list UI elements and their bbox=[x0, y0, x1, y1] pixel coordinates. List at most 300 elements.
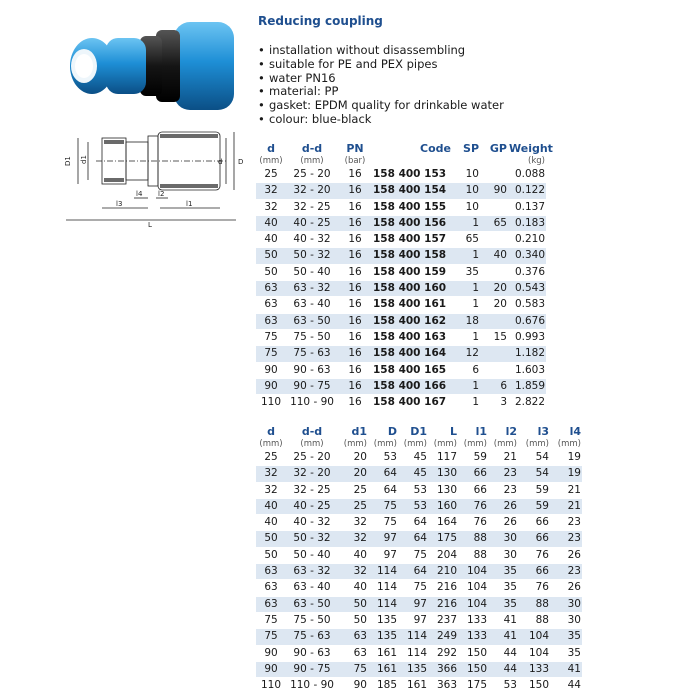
column-unit: (mm) bbox=[343, 439, 367, 449]
table-cell: 32 bbox=[256, 183, 286, 199]
table-cell: 90 bbox=[256, 378, 286, 394]
table-cell: 16 bbox=[338, 346, 372, 362]
column-unit: (mm) bbox=[525, 439, 549, 449]
column-unit bbox=[480, 156, 508, 167]
column-header: l4 bbox=[569, 425, 581, 438]
table-cell: 104 bbox=[458, 564, 488, 580]
table-cell: 75 bbox=[256, 329, 286, 345]
table-row bbox=[256, 313, 546, 329]
column-unit: (mm) bbox=[463, 439, 487, 449]
table-cell: 32 - 25 bbox=[286, 482, 338, 498]
table-row bbox=[256, 612, 582, 628]
table-cell: 20 bbox=[338, 450, 368, 466]
table-row bbox=[256, 515, 582, 531]
table-cell bbox=[480, 199, 508, 215]
table-cell: 64 bbox=[368, 466, 398, 482]
table-cell: 66 bbox=[518, 531, 550, 547]
column-header: SP bbox=[463, 142, 479, 155]
table-row bbox=[256, 362, 546, 378]
table-cell: 10 bbox=[452, 199, 480, 215]
table-cell: 1 bbox=[452, 297, 480, 313]
label-l3: l3 bbox=[116, 200, 123, 208]
table-cell: 66 bbox=[518, 515, 550, 531]
table-cell: 35 bbox=[452, 264, 480, 280]
table-cell: 90 - 63 bbox=[286, 645, 338, 661]
column-unit: (mm) bbox=[373, 439, 397, 449]
table-cell: 63 - 50 bbox=[286, 313, 338, 329]
table-cell: 90 - 75 bbox=[286, 378, 338, 394]
table-cell: 97 bbox=[368, 531, 398, 547]
table-cell: 216 bbox=[428, 596, 458, 612]
table-cell: 16 bbox=[338, 264, 372, 280]
table-cell: 50 bbox=[256, 248, 286, 264]
table-cell: 76 bbox=[518, 547, 550, 563]
table-cell: 21 bbox=[550, 482, 582, 498]
table-cell: 25 bbox=[338, 498, 368, 514]
table-cell: 158 400 155 bbox=[372, 199, 452, 215]
table-cell: 175 bbox=[428, 531, 458, 547]
column-unit: (kg) bbox=[528, 156, 545, 166]
table-cell: 30 bbox=[488, 547, 518, 563]
table-cell: 44 bbox=[488, 645, 518, 661]
column-unit: (mm) bbox=[259, 156, 283, 166]
table-cell: 2.822 bbox=[508, 395, 546, 411]
table-cell: 0.137 bbox=[508, 199, 546, 215]
table-cell: 21 bbox=[550, 498, 582, 514]
table-row bbox=[256, 232, 546, 248]
table-cell: 76 bbox=[458, 498, 488, 514]
table-cell: 75 bbox=[368, 515, 398, 531]
table-cell: 50 bbox=[256, 531, 286, 547]
feature-item: • suitable for PE and PEX pipes bbox=[258, 58, 504, 72]
table-cell: 0.543 bbox=[508, 281, 546, 297]
table-cell: 23 bbox=[488, 466, 518, 482]
table-cell: 32 bbox=[256, 199, 286, 215]
table-cell: 64 bbox=[398, 515, 428, 531]
column-unit bbox=[452, 156, 480, 167]
table-cell: 66 bbox=[458, 482, 488, 498]
table-cell: 63 - 50 bbox=[286, 596, 338, 612]
table-cell: 1.603 bbox=[508, 362, 546, 378]
table-cell: 53 bbox=[398, 482, 428, 498]
table-cell: 16 bbox=[338, 297, 372, 313]
table-cell: 0.993 bbox=[508, 329, 546, 345]
table-cell: 15 bbox=[480, 329, 508, 345]
table-cell: 158 400 160 bbox=[372, 281, 452, 297]
table-cell: 44 bbox=[550, 678, 582, 694]
column-header: Code bbox=[420, 142, 451, 155]
table-cell: 249 bbox=[428, 629, 458, 645]
table-cell: 158 400 162 bbox=[372, 313, 452, 329]
feature-item: • installation without disassembling bbox=[258, 44, 504, 58]
table-row bbox=[256, 167, 546, 183]
table-cell: 1 bbox=[452, 329, 480, 345]
table-cell: 35 bbox=[488, 580, 518, 596]
table-cell: 90 bbox=[480, 183, 508, 199]
table-cell: 16 bbox=[338, 329, 372, 345]
table-cell: 135 bbox=[398, 661, 428, 677]
feature-list bbox=[258, 44, 504, 127]
table-cell: 0.376 bbox=[508, 264, 546, 280]
table-cell: 117 bbox=[428, 450, 458, 466]
table-cell: 158 400 163 bbox=[372, 329, 452, 345]
column-header: d bbox=[267, 425, 275, 438]
table-cell: 59 bbox=[518, 498, 550, 514]
table-cell: 0.122 bbox=[508, 183, 546, 199]
table-cell: 366 bbox=[428, 661, 458, 677]
column-header: l2 bbox=[505, 425, 517, 438]
table-cell: 26 bbox=[488, 515, 518, 531]
table-row bbox=[256, 248, 546, 264]
table-cell: 19 bbox=[550, 466, 582, 482]
column-header: L bbox=[449, 425, 457, 438]
table-cell: 160 bbox=[428, 498, 458, 514]
table-cell: 63 - 32 bbox=[286, 564, 338, 580]
table-cell: 20 bbox=[480, 297, 508, 313]
table-cell: 50 bbox=[338, 596, 368, 612]
table-cell: 0.676 bbox=[508, 313, 546, 329]
table-cell: 75 - 63 bbox=[286, 629, 338, 645]
table-cell: 135 bbox=[368, 612, 398, 628]
table-cell: 104 bbox=[458, 596, 488, 612]
table-row bbox=[256, 466, 582, 482]
table-cell: 216 bbox=[428, 580, 458, 596]
table-cell: 64 bbox=[398, 564, 428, 580]
table-cell: 114 bbox=[398, 645, 428, 661]
column-unit: (mm) bbox=[300, 156, 324, 166]
table-cell: 130 bbox=[428, 482, 458, 498]
table-row bbox=[256, 678, 582, 694]
table-cell: 90 bbox=[338, 678, 368, 694]
table-cell: 158 400 166 bbox=[372, 378, 452, 394]
table-cell: 32 bbox=[338, 531, 368, 547]
label-D: D bbox=[238, 158, 244, 166]
table-cell: 75 bbox=[256, 629, 286, 645]
table-cell: 75 bbox=[368, 498, 398, 514]
table-cell: 23 bbox=[550, 515, 582, 531]
column-unit: (mm) bbox=[300, 439, 324, 449]
table-cell: 133 bbox=[458, 612, 488, 628]
label-D1: D1 bbox=[64, 156, 72, 166]
table-cell: 292 bbox=[428, 645, 458, 661]
table-cell: 45 bbox=[398, 466, 428, 482]
table-cell: 1 bbox=[452, 248, 480, 264]
table-cell: 23 bbox=[550, 531, 582, 547]
feature-item: • colour: blue-black bbox=[258, 113, 504, 127]
table-cell: 32 bbox=[256, 466, 286, 482]
table-cell bbox=[480, 313, 508, 329]
label-l2: l2 bbox=[158, 190, 165, 198]
table-cell: 41 bbox=[488, 629, 518, 645]
table-cell: 45 bbox=[398, 450, 428, 466]
table-cell: 16 bbox=[338, 313, 372, 329]
table-row bbox=[256, 580, 582, 596]
table-cell: 75 - 50 bbox=[286, 329, 338, 345]
table-cell: 150 bbox=[518, 678, 550, 694]
table-cell: 158 400 153 bbox=[372, 167, 452, 183]
table-cell bbox=[480, 232, 508, 248]
table-cell: 50 - 32 bbox=[286, 531, 338, 547]
table-cell: 75 bbox=[398, 547, 428, 563]
table-cell: 40 bbox=[338, 547, 368, 563]
table-cell: 35 bbox=[488, 564, 518, 580]
table-cell: 1.859 bbox=[508, 378, 546, 394]
table-cell: 175 bbox=[458, 678, 488, 694]
table-cell: 0.340 bbox=[508, 248, 546, 264]
table-cell: 16 bbox=[338, 199, 372, 215]
table-cell: 133 bbox=[518, 661, 550, 677]
table-cell: 50 bbox=[338, 612, 368, 628]
feature-item: • material: PP bbox=[258, 85, 504, 99]
table-cell: 114 bbox=[368, 564, 398, 580]
feature-item: • gasket: EPDM quality for drinkable water bbox=[258, 99, 504, 113]
table-cell: 16 bbox=[338, 248, 372, 264]
table-cell: 90 - 75 bbox=[286, 661, 338, 677]
table-cell: 63 - 40 bbox=[286, 297, 338, 313]
table-cell: 63 bbox=[256, 580, 286, 596]
table-cell: 76 bbox=[458, 515, 488, 531]
table-row bbox=[256, 661, 582, 677]
table-cell: 110 - 90 bbox=[286, 395, 338, 411]
table-cell: 0.088 bbox=[508, 167, 546, 183]
table-cell: 150 bbox=[458, 661, 488, 677]
table-cell: 104 bbox=[518, 645, 550, 661]
table-cell: 63 - 40 bbox=[286, 580, 338, 596]
table-cell: 59 bbox=[458, 450, 488, 466]
table-cell: 25 bbox=[256, 450, 286, 466]
table-row bbox=[256, 329, 546, 345]
table-cell: 64 bbox=[398, 531, 428, 547]
table-cell: 35 bbox=[550, 645, 582, 661]
table-cell: 19 bbox=[550, 450, 582, 466]
table-cell: 75 bbox=[398, 580, 428, 596]
table-cell: 35 bbox=[550, 629, 582, 645]
table-cell: 104 bbox=[518, 629, 550, 645]
table-cell: 40 - 25 bbox=[286, 215, 338, 231]
label-d1: d1 bbox=[80, 155, 88, 164]
table-cell: 158 400 161 bbox=[372, 297, 452, 313]
table-cell: 63 bbox=[338, 629, 368, 645]
table-cell: 40 bbox=[256, 215, 286, 231]
column-unit bbox=[372, 156, 452, 167]
column-header: l3 bbox=[537, 425, 549, 438]
table-cell: 35 bbox=[488, 596, 518, 612]
table-cell: 26 bbox=[550, 547, 582, 563]
table-row bbox=[256, 547, 582, 563]
code-weight-table bbox=[256, 142, 553, 411]
table-cell: 110 bbox=[256, 678, 286, 694]
table-cell: 63 bbox=[256, 313, 286, 329]
table-cell: 158 400 157 bbox=[372, 232, 452, 248]
table-cell: 6 bbox=[480, 378, 508, 394]
table-cell: 10 bbox=[452, 183, 480, 199]
table-row bbox=[256, 531, 582, 547]
table-cell: 363 bbox=[428, 678, 458, 694]
table-row bbox=[256, 215, 546, 231]
table-cell: 50 bbox=[256, 264, 286, 280]
table-row bbox=[256, 564, 582, 580]
table-cell: 16 bbox=[338, 215, 372, 231]
table-cell: 66 bbox=[458, 466, 488, 482]
column-unit: (bar) bbox=[344, 156, 366, 166]
table-cell: 32 bbox=[256, 482, 286, 498]
table-cell: 25 - 20 bbox=[286, 167, 338, 183]
table-cell: 18 bbox=[452, 313, 480, 329]
table-cell: 25 bbox=[256, 167, 286, 183]
table-cell: 63 bbox=[256, 564, 286, 580]
table-cell: 158 400 158 bbox=[372, 248, 452, 264]
table-cell: 135 bbox=[368, 629, 398, 645]
table-cell: 1 bbox=[452, 378, 480, 394]
table-row bbox=[256, 596, 582, 612]
table-cell: 110 bbox=[256, 395, 286, 411]
table-cell: 6 bbox=[452, 362, 480, 378]
table-row bbox=[256, 645, 582, 661]
table-cell: 12 bbox=[452, 346, 480, 362]
product-photo bbox=[56, 12, 246, 122]
table-cell: 90 bbox=[256, 362, 286, 378]
table-cell: 75 bbox=[256, 346, 286, 362]
table-cell: 20 bbox=[480, 281, 508, 297]
table-cell: 41 bbox=[550, 661, 582, 677]
table-cell: 1 bbox=[452, 215, 480, 231]
table-row bbox=[256, 183, 546, 199]
table-cell: 158 400 159 bbox=[372, 264, 452, 280]
table-cell: 16 bbox=[338, 167, 372, 183]
table-cell: 26 bbox=[488, 498, 518, 514]
table-cell: 40 - 32 bbox=[286, 232, 338, 248]
table-cell: 158 400 165 bbox=[372, 362, 452, 378]
column-header: d-d bbox=[301, 142, 323, 155]
table-cell: 1 bbox=[452, 281, 480, 297]
table-cell: 16 bbox=[338, 362, 372, 378]
table-cell: 40 bbox=[256, 232, 286, 248]
table-cell: 53 bbox=[488, 678, 518, 694]
table-cell: 1.182 bbox=[508, 346, 546, 362]
table-cell: 75 bbox=[256, 612, 286, 628]
technical-drawing bbox=[56, 128, 246, 228]
column-header: l1 bbox=[475, 425, 487, 438]
table-cell: 25 bbox=[338, 482, 368, 498]
table-cell: 63 bbox=[256, 596, 286, 612]
table-cell: 63 bbox=[256, 297, 286, 313]
table-cell: 133 bbox=[458, 629, 488, 645]
table-cell: 75 - 50 bbox=[286, 612, 338, 628]
table-cell: 150 bbox=[458, 645, 488, 661]
table-cell: 0.583 bbox=[508, 297, 546, 313]
table-cell: 161 bbox=[368, 645, 398, 661]
table-cell bbox=[480, 362, 508, 378]
table-cell: 66 bbox=[518, 564, 550, 580]
table-cell: 76 bbox=[518, 580, 550, 596]
table-cell: 54 bbox=[518, 466, 550, 482]
column-unit: (mm) bbox=[493, 439, 517, 449]
dimensions-table bbox=[256, 425, 582, 694]
table-cell: 40 bbox=[338, 580, 368, 596]
table-cell: 30 bbox=[488, 531, 518, 547]
table-cell: 41 bbox=[488, 612, 518, 628]
table-cell: 40 bbox=[480, 248, 508, 264]
table-cell: 32 - 20 bbox=[286, 466, 338, 482]
column-header: Weight bbox=[509, 142, 553, 155]
table-cell: 40 bbox=[256, 515, 286, 531]
table-row bbox=[256, 629, 582, 645]
table-cell: 16 bbox=[338, 232, 372, 248]
table-cell: 88 bbox=[458, 547, 488, 563]
table-cell: 3 bbox=[480, 395, 508, 411]
table-row bbox=[256, 482, 582, 498]
table-cell: 32 bbox=[338, 515, 368, 531]
table-cell: 50 bbox=[256, 547, 286, 563]
table-cell: 53 bbox=[398, 498, 428, 514]
table-cell: 90 bbox=[256, 661, 286, 677]
table-cell: 88 bbox=[458, 531, 488, 547]
table-row bbox=[256, 395, 546, 411]
table-cell: 130 bbox=[428, 466, 458, 482]
table-cell: 25 - 20 bbox=[286, 450, 338, 466]
table-cell bbox=[480, 346, 508, 362]
table-cell: 40 - 25 bbox=[286, 498, 338, 514]
table-cell: 10 bbox=[452, 167, 480, 183]
table-row bbox=[256, 281, 546, 297]
table-row bbox=[256, 378, 546, 394]
table-cell: 161 bbox=[368, 661, 398, 677]
table-cell: 90 bbox=[256, 645, 286, 661]
table-cell bbox=[480, 264, 508, 280]
table-cell bbox=[480, 167, 508, 183]
table-cell: 75 - 63 bbox=[286, 346, 338, 362]
table-cell: 63 bbox=[256, 281, 286, 297]
table-cell: 63 bbox=[338, 645, 368, 661]
table-cell: 114 bbox=[398, 629, 428, 645]
column-unit: (mm) bbox=[259, 439, 283, 449]
table-cell: 16 bbox=[338, 395, 372, 411]
table-cell: 16 bbox=[338, 281, 372, 297]
label-L: L bbox=[148, 221, 152, 229]
table-cell: 97 bbox=[398, 596, 428, 612]
column-header: d1 bbox=[351, 425, 367, 438]
table-cell: 32 bbox=[338, 564, 368, 580]
table-cell: 0.210 bbox=[508, 232, 546, 248]
column-header: D bbox=[387, 425, 397, 438]
table-cell: 16 bbox=[338, 183, 372, 199]
table-cell: 1 bbox=[452, 395, 480, 411]
table-cell: 44 bbox=[488, 661, 518, 677]
table-cell: 114 bbox=[368, 596, 398, 612]
table-cell: 64 bbox=[368, 482, 398, 498]
table-cell: 204 bbox=[428, 547, 458, 563]
table-cell: 158 400 164 bbox=[372, 346, 452, 362]
page-title: Reducing coupling bbox=[258, 14, 383, 28]
table-cell: 97 bbox=[398, 612, 428, 628]
column-header: d bbox=[267, 142, 275, 155]
table-cell: 65 bbox=[452, 232, 480, 248]
table-row bbox=[256, 297, 546, 313]
label-l1: l1 bbox=[186, 200, 193, 208]
column-header: GP bbox=[489, 142, 507, 155]
table-cell: 114 bbox=[368, 580, 398, 596]
table-cell: 65 bbox=[480, 215, 508, 231]
table-cell: 50 - 40 bbox=[286, 264, 338, 280]
table-cell: 90 - 63 bbox=[286, 362, 338, 378]
table-cell: 20 bbox=[338, 466, 368, 482]
column-header: D1 bbox=[410, 425, 427, 438]
table-cell: 75 bbox=[338, 661, 368, 677]
table-row bbox=[256, 264, 546, 280]
table-cell: 23 bbox=[488, 482, 518, 498]
table-cell: 54 bbox=[518, 450, 550, 466]
label-l4: l4 bbox=[136, 190, 143, 198]
